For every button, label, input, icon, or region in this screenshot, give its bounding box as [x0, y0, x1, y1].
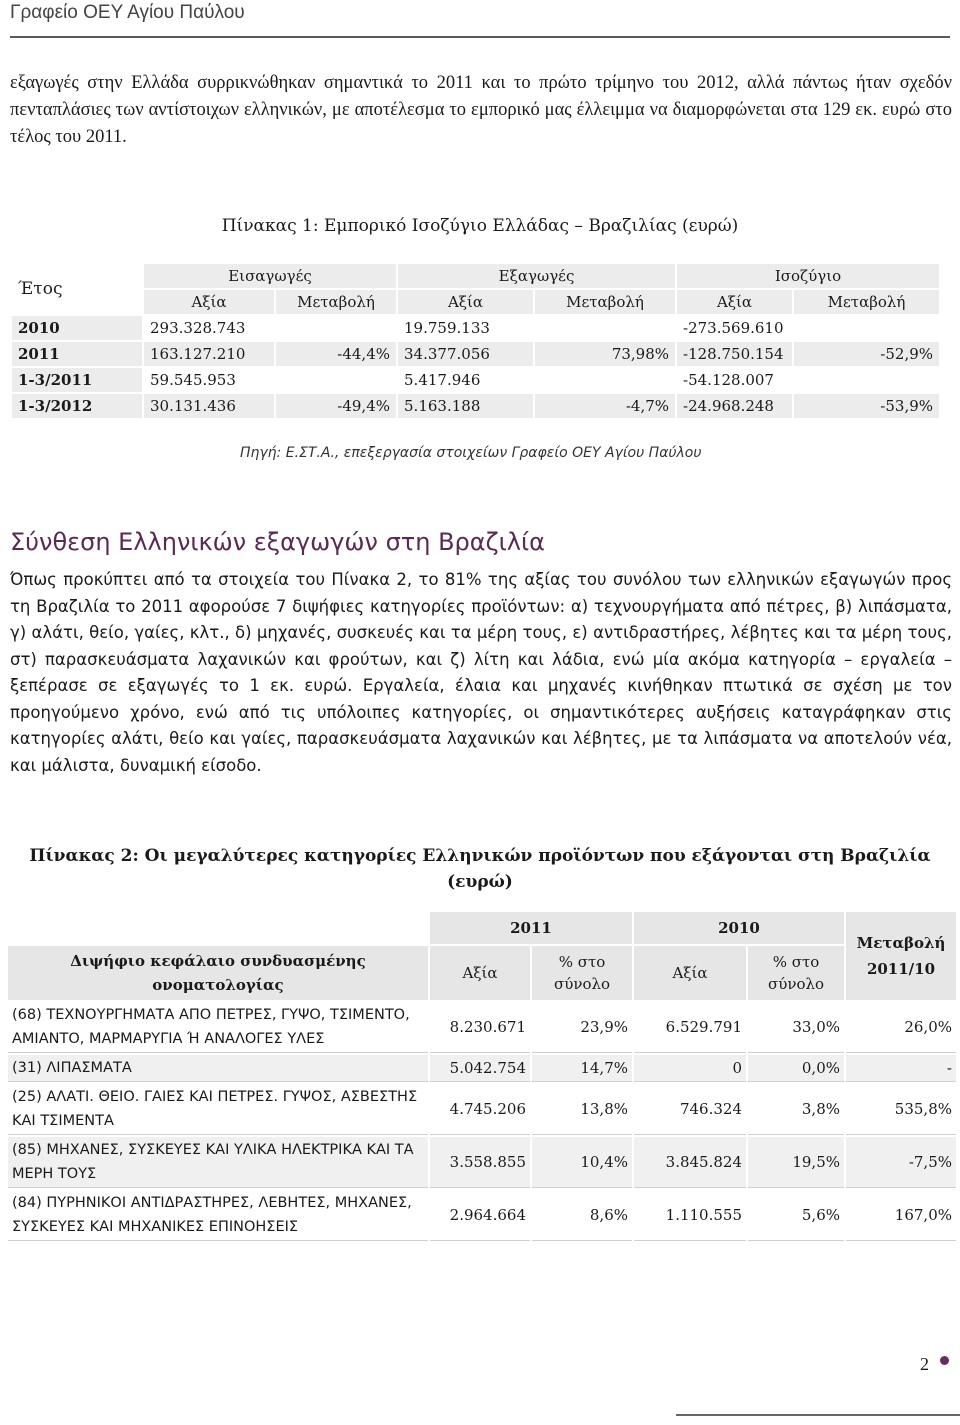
export-categories-table [6, 910, 958, 1243]
table1-cell [535, 368, 675, 392]
table1-year-cell: 1-3/2012 [12, 394, 142, 418]
table2-cell: 8,6% [532, 1190, 632, 1241]
table2-cell: 5.042.754 [430, 1055, 530, 1082]
table1-year-cell: 2010 [12, 316, 142, 340]
table2-cell: 8.230.671 [430, 1002, 530, 1053]
table2-value-header: Αξία [430, 946, 530, 1000]
table-row [12, 342, 939, 366]
table1-subheader: Μεταβολή [276, 290, 396, 314]
table1-subheader: Μεταβολή [535, 290, 675, 314]
table-row [12, 394, 939, 418]
table1-cell: -24.968.248 [677, 394, 792, 418]
table1-cell: -54.128.007 [683, 371, 774, 389]
table1-year-cell: 2011 [12, 342, 142, 366]
footer-divider [676, 1414, 960, 1416]
table2-cell: 4.745.206 [430, 1084, 530, 1135]
table1-year-header: Έτος [18, 279, 63, 299]
table1-cell: 73,98% [535, 342, 675, 366]
table1-cell: -44,4% [276, 342, 396, 366]
table2-cell: 535,8% [846, 1084, 956, 1135]
table1-subheader: Αξία [144, 290, 274, 314]
table1-cell: 5.417.946 [404, 371, 481, 389]
table2-category-cell: (85) ΜΗΧΑΝΕΣ, ΣΥΣΚΕΥΕΣ ΚΑΙ ΥΛΙΚΑ ΗΛΕΚΤΡΙΚΑ ΚΑΙ ΤΑ ΜΕΡΗ ΤΟΥΣ [8, 1137, 428, 1188]
table1-cell [276, 316, 396, 340]
table1-cell: -4,7% [535, 394, 675, 418]
table1-group-exports: Εξαγωγές [398, 264, 675, 288]
table2-header-row-2 [8, 946, 956, 1000]
table2-cell: 3.558.855 [430, 1137, 530, 1188]
table2-cell: 33,0% [748, 1002, 844, 1053]
table2-header-row-1 [8, 912, 956, 944]
table2-share-header: % στο σύνολο [532, 946, 632, 1000]
table1-source-note: Πηγή: Ε.ΣΤ.Α., επεξεργασία στοιχείων Γραφείο ΟΕΥ Αγίου Παύλου [240, 445, 702, 461]
table1-group-header-row [12, 264, 939, 288]
table2-cell: 3.845.824 [634, 1137, 746, 1188]
table1-cell [535, 316, 675, 340]
table2-cell: 19,5% [748, 1137, 844, 1188]
table2-category-cell: (31) ΛΙΠΑΣΜΑΤΑ [8, 1055, 428, 1082]
table-row [8, 1084, 956, 1135]
table2-cell: 1.110.555 [634, 1190, 746, 1241]
table1-year-cell: 1-3/2011 [12, 368, 142, 392]
page-header-title: Γραφείο ΟΕΥ Αγίου Παύλου [10, 2, 245, 23]
table2-change-header-line2: 2011/10 [866, 960, 936, 978]
table1-group-balance: Ισοζύγιο [677, 264, 939, 288]
table1-cell [794, 316, 939, 340]
table2-share-header: % στο σύνολο [748, 946, 844, 1000]
section-paragraph: Όπως προκύπτει από τα στοιχεία του Πίνακα 2, το 81% της αξίας του συνόλου των ελληνικών εξαγωγών προς τη Βραζιλία το 2011 αφορούσε 7 διψήφιες κατηγορίες προϊόντων: α) τεχνουργήματα από πέτρες, β) λιπάσματα, γ) αλάτι, θείο, γαίες, κλτ., δ) μηχανές, συσκευές και τα μέρη τους, ε) αντιδραστήρες, λέβητες και τα μέρη τους, στ) παρασκευάσματα λαχανικών και φρούτων, και ζ) λίτη και λάδια, ενώ μία ακόμα κατηγορία – εργαλεία – ξεπέρασε σε εξαγωγές το 1 εκ. ευρώ. Εργαλεία, έλαια και μηχανές κινήθηκαν πτωτικά σε σχέση με τον προηγούμενο χρόνο, ενώ από τις υπόλοιπες κατηγορίες, οι σημαντικότερες αυξήσεις καταγράφηκαν στις κατηγορίες αλάτι, θείο και γαίες, παρασκευάσματα λαχανικών και λέβητες, με τα λιπάσματα να αποτελούν νέα, και μάλιστα, δυναμική είσοδο. [10, 570, 952, 775]
table2-cell: 0 [634, 1055, 746, 1082]
table2-cell: 13,8% [532, 1084, 632, 1135]
table2-year-2011: 2011 [430, 912, 632, 944]
table2-title-line1: Πίνακας 2: Οι μεγαλύτερες κατηγορίες Ελληνικών προϊόντων που εξάγονται στη Βραζιλία [29, 846, 931, 866]
trade-balance-table [10, 262, 941, 420]
table2-cell: 746.324 [634, 1084, 746, 1135]
table1-cell: 34.377.056 [398, 342, 533, 366]
table2-category-cell: (84) ΠΥΡΗΝΙΚΟΙ ΑΝΤΙΔΡΑΣΤΗΡΕΣ, ΛΕΒΗΤΕΣ, ΜΗΧΑΝΕΣ, ΣΥΣΚΕΥΕΣ ΚΑΙ ΜΗΧΑΝΙΚΕΣ ΕΠΙΝΟΗΣΕΙΣ [8, 1190, 428, 1241]
table1-subheader: Αξία [398, 290, 533, 314]
intro-paragraph: εξαγωγές στην Ελλάδα συρρικνώθηκαν σημαντικά το 2011 και το πρώτο τρίμηνο του 2012, αλλά πάντως ήταν σχεδόν πενταπλάσιες των αντίστοιχων ελληνικών, με αποτέλεσμα το εμπορικό μας έλλειμμα να διαμορφώνεται στα 129 εκ. ευρώ στο τέλος του 2011. [10, 73, 952, 147]
table-row [8, 1002, 956, 1053]
table-row [8, 1055, 956, 1082]
table1-subheader: Αξία [677, 290, 792, 314]
table2-change-header-line1: Μεταβολή [856, 934, 946, 952]
table2-change-header [846, 912, 956, 1000]
header-divider [10, 36, 950, 38]
table2-cell: 5,6% [748, 1190, 844, 1241]
table1-cell: 293.328.743 [150, 319, 246, 337]
table-row [12, 316, 939, 340]
table1-title: Πίνακας 1: Εμπορικό Ισοζύγιο Ελλάδας – Βραζιλίας (ευρώ) [221, 216, 739, 236]
page-bullet-icon [940, 1356, 949, 1365]
table2-title [0, 843, 960, 895]
table2-cell: 23,9% [532, 1002, 632, 1053]
table2-cell: 6.529.791 [634, 1002, 746, 1053]
table2-cell: 167,0% [846, 1190, 956, 1241]
table2-cell: 3,8% [748, 1084, 844, 1135]
table1-cell [276, 368, 396, 392]
table1-cell: 163.127.210 [144, 342, 274, 366]
table1-cell: -52,9% [794, 342, 939, 366]
table1-cell [794, 368, 939, 392]
page-number: 2 [920, 1354, 929, 1374]
table2-cell: 0,0% [748, 1055, 844, 1082]
table2-category-header: Διψήφιο κεφάλαιο συνδυασμένης ονοματολογίας [8, 946, 428, 1000]
table1-subheader-row [12, 290, 939, 314]
section-title: Σύνθεση Ελληνικών εξαγωγών στη Βραζιλία [10, 528, 545, 556]
table1-cell: 5.163.188 [398, 394, 533, 418]
table1-cell: -53,9% [794, 394, 939, 418]
table2-year-2010: 2010 [634, 912, 844, 944]
table2-value-header: Αξία [634, 946, 746, 1000]
table2-title-line2: (ευρώ) [447, 872, 513, 892]
table1-cell: -128.750.154 [677, 342, 792, 366]
table1-subheader: Μεταβολή [794, 290, 939, 314]
table1-cell: -49,4% [276, 394, 396, 418]
table1-group-imports: Εισαγωγές [144, 264, 396, 288]
table1-cell: 19.759.133 [404, 319, 490, 337]
table-row [12, 368, 939, 392]
table1-cell: -273.569.610 [683, 319, 784, 337]
table2-cell: - [846, 1055, 956, 1082]
table-row [8, 1137, 956, 1188]
table2-category-cell: (68) ΤΕΧΝΟΥΡΓΗΜΑΤΑ ΑΠΟ ΠΕΤΡΕΣ, ΓΥΨΟ, ΤΣΙΜΕΝΤΟ, ΑΜΙΑΝΤΟ, ΜΑΡΜΑΡΥΓΙΑ Ή ΑΝΑΛΟΓΕΣ ΥΛΕΣ [8, 1002, 428, 1053]
table2-cell: -7,5% [846, 1137, 956, 1188]
table2-empty-cell [8, 912, 428, 944]
table-row [8, 1190, 956, 1241]
table2-cell: 26,0% [846, 1002, 956, 1053]
table2-cell: 14,7% [532, 1055, 632, 1082]
table2-category-cell: (25) ΑΛΑΤΙ. ΘΕΙΟ. ΓΑΙΕΣ ΚΑΙ ΠΕΤΡΕΣ. ΓΥΨΟΣ, ΑΣΒΕΣΤΗΣ ΚΑΙ ΤΣΙΜΕΝΤΑ [8, 1084, 428, 1135]
table2-cell: 10,4% [532, 1137, 632, 1188]
table1-cell: 59.545.953 [150, 371, 236, 389]
table2-cell: 2.964.664 [430, 1190, 530, 1241]
table1-cell: 30.131.436 [144, 394, 274, 418]
